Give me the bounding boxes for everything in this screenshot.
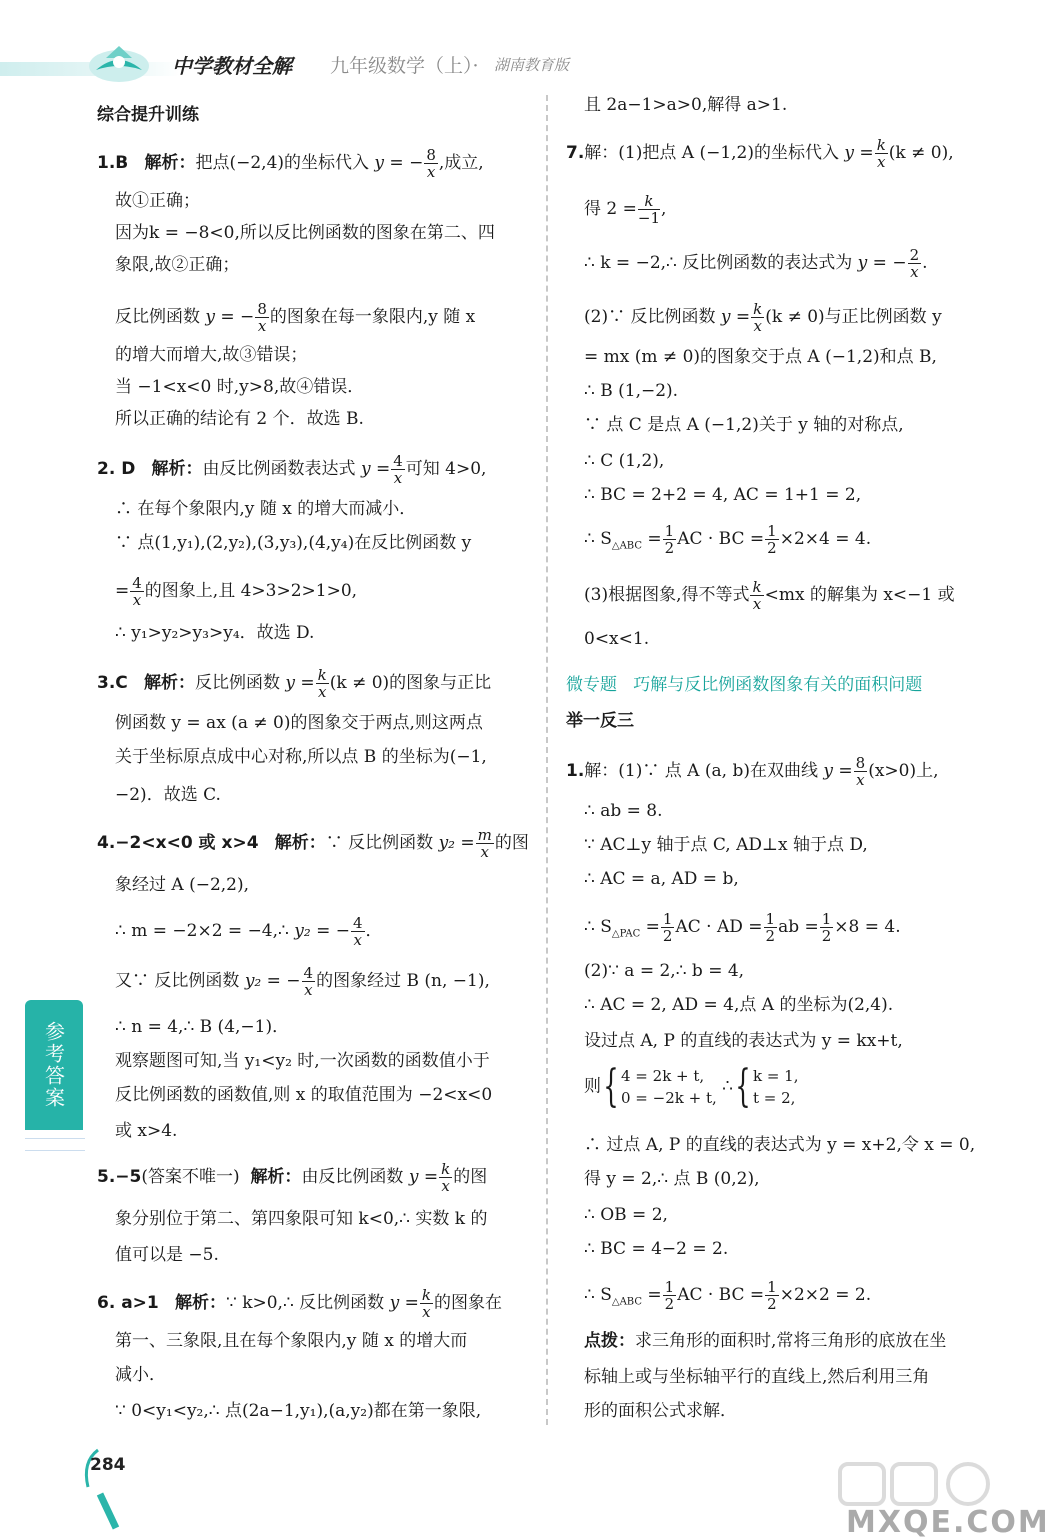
tip-label: 点拨： [584, 1331, 635, 1351]
q7-line-11: (3)根据图象,得不等式 $\frac{k}{x}$ <mx 的解集为 x<−1 或 [584, 578, 955, 613]
q1-line-6: 的增大而增大,故③错误； [115, 345, 308, 365]
q1-line-1 [97, 147, 484, 180]
p1-line-4: ∴ AC = a, AD = b, [584, 869, 739, 889]
q1-line-7: 当 −1<x<0 时,y>8,故④错误． [115, 377, 365, 397]
q6-line-2: 第一、三象限,且在每个象限内,y 随 x 的增大而 [115, 1331, 468, 1351]
q4-label: 4.−2<x<0 或 x>4 [97, 833, 259, 853]
q5-line-2: 象分别位于第二、第四象限可知 k<0,∴ 实数 k 的 [115, 1209, 488, 1229]
q3-line-1: 3.C 解析：反比例函数 y = $\frac{k}{x}$ (k ≠ 0)的图象与正比 [97, 666, 492, 701]
q7-line-5: = mx (m ≠ 0)的图象交于点 A (−1,2)和点 B, [584, 347, 937, 367]
q1-line-5: 反比例函数 y = − $\frac{8}{x}$ 的图象在每一象限内,y 随 x [115, 300, 476, 335]
q5-line-3: 值可以是 −5. [115, 1245, 219, 1265]
q5-line-1: 5.−5(答案不唯一) 解析：由反比例函数 y = $\frac{k}{x}$ 的图 [97, 1160, 488, 1195]
q5-label: 5.−5 [97, 1167, 142, 1187]
q4-line-6: 观察题图可知,当 y₁<y₂ 时,一次函数的函数值小于 [115, 1051, 490, 1071]
q4-line-2: 象经过 A (−2,2), [115, 875, 250, 895]
micro-topic-heading [566, 675, 922, 695]
book-publisher: 湖南教育版 [494, 56, 570, 74]
q4-line-4: 又∵ 反比例函数 y₂ = − $\frac{4}{x}$ 的图象经过 B (n, −1), [115, 964, 490, 999]
q1-line-4: 象限,故②正确； [115, 255, 240, 275]
page-number: 284 [90, 1455, 126, 1475]
book-subject: 九年级数学（上）· [330, 55, 479, 77]
side-rule [25, 1138, 85, 1139]
q1-line-3: 因为k = −8<0,所以反比例函数的图象在第二、四 [115, 223, 495, 243]
q7-line-1: 7.解：(1)把点 A (−1,2)的坐标代入 y = $\frac{k}{x}$ (k ≠ 0), [566, 136, 954, 171]
q1-text: 把点(−2,4)的坐标代入 [195, 153, 370, 173]
q3-line-3: 关于坐标原点成中心对称,所以点 B 的坐标为(−1, [115, 747, 487, 767]
q6-line-4: ∵ 0<y₁<y₂,∴ 点(2a−1,y₁),(a,y₂)都在第一象限, [115, 1401, 482, 1421]
book-logo-icon [84, 40, 154, 86]
q4-line-5: ∴ n = 4,∴ B (4,−1)． [115, 1017, 290, 1037]
q7-line-3: ∴ k = −2,∴ 反比例函数的表达式为 y = − $\frac{2}{x}$ . [584, 246, 928, 281]
q3-line-4: −2)．故选 C. [115, 785, 221, 805]
p1-line-12: ∴ OB = 2, [584, 1205, 668, 1225]
q2-label: 2. D [97, 459, 136, 479]
q2-line-2: ∴ 在每个象限内,y 随 x 的增大而减小． [115, 499, 417, 519]
q1-expr: y = − [374, 153, 424, 173]
p1-line-2: ∴ ab = 8. [584, 801, 663, 821]
q4-line-7: 反比例函数的函数值,则 x 的取值范围为 −2<x<0 [115, 1085, 493, 1105]
micro-topic-title: 巧解与反比例函数图象有关的面积问题 [633, 675, 923, 695]
tip-line-3: 形的面积公式求解． [584, 1401, 737, 1421]
watermark-text: MXQE.COM [846, 1505, 1050, 1540]
micro-topic-label: 微专题 [566, 675, 617, 695]
q1-line-2: 故①正确； [115, 191, 200, 211]
q7-line-8: ∴ C (1,2), [584, 451, 665, 471]
answers-side-tab: 参考答案 [25, 1000, 83, 1130]
p1-line-8: 设过点 A, P 的直线的表达式为 y = kx+t, [584, 1031, 903, 1051]
q1-tag: 解析： [144, 153, 196, 173]
q7-line-4: (2)∵ 反比例函数 y = $\frac{k}{x}$ (k ≠ 0)与正比例函数 y [584, 300, 942, 335]
practice-heading: 举一反三 [566, 711, 634, 731]
q7-line-6: ∴ B (1,−2). [584, 381, 679, 401]
q2-line-1: 2. D 解析：由反比例函数表达式 y = $\frac{4}{x}$ 可知 4>0, [97, 452, 487, 487]
q1-label: 1.B [97, 153, 129, 173]
p1-line-10: ∴ 过点 A, P 的直线的表达式为 y = x+2,令 x = 0, [584, 1135, 976, 1155]
q7-label: 7. [566, 143, 585, 163]
side-rule [25, 1150, 85, 1151]
q7-line-9: ∴ BC = 2+2 = 4, AC = 1+1 = 2, [584, 485, 862, 505]
p1-line-11: 得 y = 2,∴ 点 B (0,2), [584, 1169, 760, 1189]
q1-fraction: $\frac{8}{x}$ [426, 146, 436, 181]
p1-label: 1. [566, 761, 585, 781]
q7-line-10: ∴ $S_{\triangle ABC}$ = $\frac{1}{2}$ AC · BC = $\frac{1}{2}$ ×2×4 = 4. [584, 522, 872, 557]
q4-line-3: ∴ m = −2×2 = −4,∴ y₂ = − $\frac{4}{x}$ ． [115, 914, 383, 949]
q7-line-2: 得 2 = $\frac{k}{-1}$ , [584, 192, 667, 227]
q6-line-3: 减小． [115, 1365, 166, 1385]
book-title: 中学教材全解 [172, 54, 292, 78]
q2-line-5: ∴ y₁>y₂>y₃>y₄．故选 D. [115, 623, 315, 643]
q4-line-1: 4.−2<x<0 或 x>4 解析：∵ 反比例函数 y₂ = $\frac{m}{x}$ 的图 [97, 826, 529, 861]
q3-line-2: 例函数 y = ax (a ≠ 0)的图象交于两点,则这两点 [115, 713, 483, 733]
p1-line-3: ∵ AC⊥y 轴于点 C, AD⊥x 轴于点 D, [584, 835, 868, 855]
q1-line-8: 所以正确的结论有 2 个．故选 B. [115, 409, 364, 429]
q7-line-7: ∵ 点 C 是点 A (−1,2)关于 y 轴的对称点, [584, 415, 904, 435]
q2-line-3: ∵ 点(1,y₁),(2,y₂),(3,y₃),(4,y₄)在反比例函数 y [115, 533, 472, 553]
section-title: 综合提升训练 [97, 105, 199, 125]
p1-line-7: ∴ AC = 2, AD = 4,点 A 的坐标为(2,4). [584, 995, 894, 1015]
tip-line-1: 点拨：求三角形的面积时,常将三角形的底放在坐 [584, 1331, 947, 1351]
p1-line-14: ∴ $S_{\triangle ABC}$ = $\frac{1}{2}$ AC · BC = $\frac{1}{2}$ ×2×2 = 2. [584, 1278, 872, 1313]
p1-line-13: ∴ BC = 4−2 = 2. [584, 1239, 729, 1259]
p1-line-9: 则{ 4 = 2k + t, 0 = −2k + t, ∴{ k = 1, t = 2, [584, 1061, 799, 1112]
q1-text-tail: ,成立, [438, 153, 484, 173]
q7-line-12: 0<x<1. [584, 629, 650, 649]
q6-label: 6. a>1 [97, 1293, 159, 1313]
column-divider [546, 95, 548, 1425]
p1-line-5: ∴ $S_{\triangle PAC}$ = $\frac{1}{2}$ AC · AD = $\frac{1}{2}$ ab = $\frac{1}{2}$ ×8 = 4. [584, 910, 901, 945]
p1-line-6: (2)∵ a = 2,∴ b = 4, [584, 961, 745, 981]
q6-line-1: 6. a>1 解析：∵ k>0,∴ 反比例函数 y = $\frac{k}{x}$ 的图象在 [97, 1286, 502, 1321]
q2-line-4: = $\frac{4}{x}$ 的图象上,且 4>3>2>1>0, [115, 574, 358, 609]
p1-line-1: 1.解：(1)∵ 点 A (a, b)在双曲线 y = $\frac{8}{x}$ (x>0)上, [566, 754, 939, 789]
q6-continuation: 且 2a−1>a>0,解得 a>1. [584, 95, 788, 115]
page-header [0, 0, 1017, 95]
q4-line-8: 或 x>4. [115, 1121, 178, 1141]
tip-line-2: 标轴上或与坐标轴平行的直线上,然后利用三角 [584, 1367, 930, 1387]
q3-label: 3.C [97, 673, 128, 693]
